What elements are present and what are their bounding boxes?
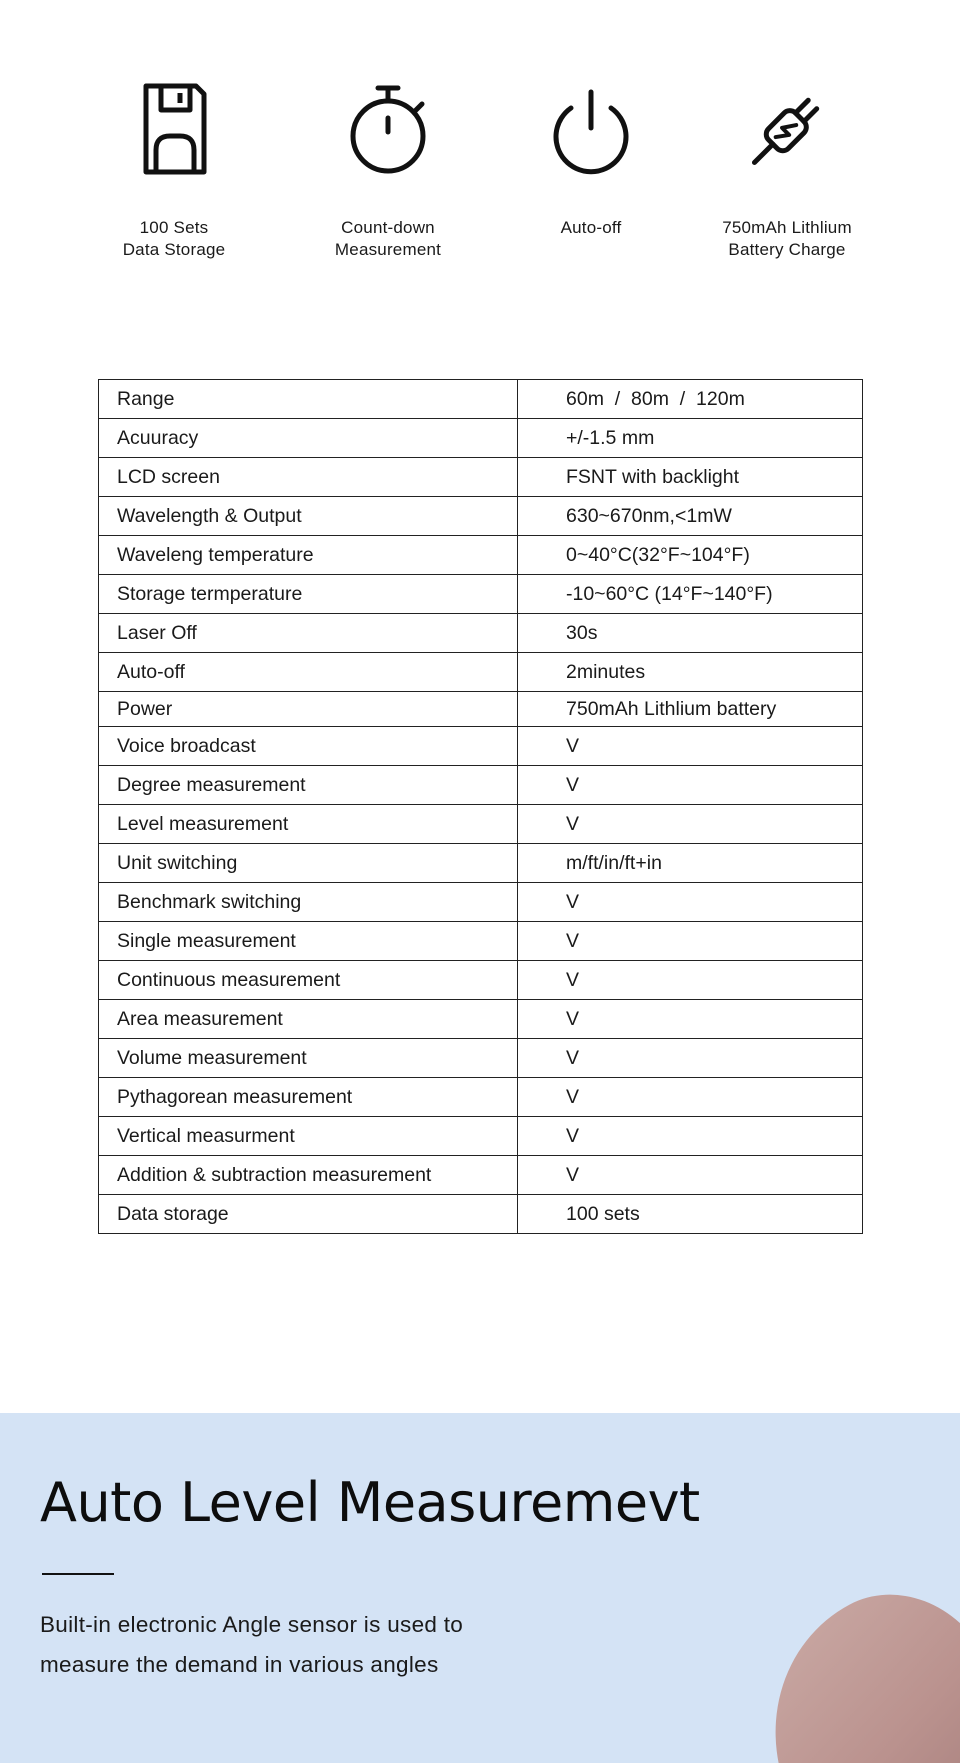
- power-icon: [541, 80, 641, 180]
- table-row: [99, 497, 863, 536]
- feature-label: Count-down Measurement: [334, 218, 442, 259]
- spec-table: [98, 379, 863, 1234]
- spec-value: V: [518, 727, 863, 766]
- floppy-disk-icon: [124, 80, 224, 180]
- spec-value: V: [518, 1000, 863, 1039]
- spec-value: V: [518, 1117, 863, 1156]
- spec-value: V: [518, 883, 863, 922]
- spec-value: V: [518, 1078, 863, 1117]
- spec-label: Addition & subtraction measurement: [99, 1156, 518, 1195]
- spec-value: 630~670nm,<1mW: [518, 497, 863, 536]
- spec-label: Vertical measurment: [99, 1117, 518, 1156]
- feature-countdown: [288, 80, 488, 261]
- table-row: [99, 844, 863, 883]
- table-row: [99, 727, 863, 766]
- spec-label: Pythagorean measurement: [99, 1078, 518, 1117]
- auto-level-section: [0, 1413, 960, 1763]
- table-row: [99, 575, 863, 614]
- description-line: measure the demand in various angles: [40, 1652, 439, 1677]
- spec-label: Auto-off: [99, 653, 518, 692]
- table-row: [99, 1000, 863, 1039]
- spec-value: V: [518, 922, 863, 961]
- table-row: [99, 1117, 863, 1156]
- table-row: [99, 1039, 863, 1078]
- spec-label: Waveleng temperature: [99, 536, 518, 575]
- spec-label: Power: [99, 692, 518, 727]
- spec-value: FSNT with backlight: [518, 458, 863, 497]
- feature-label: 750mAh Lithlium Battery Charge: [722, 218, 852, 259]
- table-row: [99, 805, 863, 844]
- spec-value: V: [518, 1156, 863, 1195]
- spec-label: Degree measurement: [99, 766, 518, 805]
- table-row: [99, 692, 863, 727]
- table-row: [99, 883, 863, 922]
- feature-data-storage: [74, 80, 274, 261]
- spec-label: Level measurement: [99, 805, 518, 844]
- spec-value: 750mAh Lithlium battery: [518, 692, 863, 727]
- spec-label: Area measurement: [99, 1000, 518, 1039]
- spec-value: m/ft/in/ft+in: [518, 844, 863, 883]
- charging-plug-icon: [737, 80, 837, 180]
- spec-value: V: [518, 805, 863, 844]
- stopwatch-icon: [338, 80, 438, 180]
- spec-label: Single measurement: [99, 922, 518, 961]
- spec-label: Range: [99, 380, 518, 419]
- spec-value: 60m / 80m / 120m: [518, 380, 863, 419]
- table-row: [99, 1156, 863, 1195]
- table-row: [99, 458, 863, 497]
- feature-battery-charge: [687, 80, 887, 261]
- spec-value: -10~60°C (14°F~140°F): [518, 575, 863, 614]
- spec-label: Data storage: [99, 1195, 518, 1234]
- spec-label: LCD screen: [99, 458, 518, 497]
- spec-label: Laser Off: [99, 614, 518, 653]
- title-divider: [42, 1573, 114, 1575]
- spec-label: Benchmark switching: [99, 883, 518, 922]
- table-row: [99, 1078, 863, 1117]
- spec-value: 30s: [518, 614, 863, 653]
- spec-label: Acuuracy: [99, 419, 518, 458]
- spec-value: V: [518, 1039, 863, 1078]
- table-row: [99, 380, 863, 419]
- table-row: [99, 614, 863, 653]
- hand-image: [722, 1560, 960, 1763]
- spec-value: 0~40°C(32°F~104°F): [518, 536, 863, 575]
- spec-value: V: [518, 961, 863, 1000]
- table-row: [99, 1195, 863, 1234]
- section-description: [40, 1605, 600, 1685]
- table-row: [99, 766, 863, 805]
- spec-label: Storage termperature: [99, 575, 518, 614]
- table-row: [99, 419, 863, 458]
- feature-label: 100 Sets Data Storage: [122, 218, 226, 259]
- table-row: [99, 961, 863, 1000]
- description-line: Built-in electronic Angle sensor is used to: [40, 1612, 464, 1637]
- table-row: [99, 536, 863, 575]
- spec-value: 2minutes: [518, 653, 863, 692]
- feature-label: Auto-off: [560, 218, 622, 237]
- spec-label: Continuous measurement: [99, 961, 518, 1000]
- spec-label: Wavelength & Output: [99, 497, 518, 536]
- table-row: [99, 922, 863, 961]
- spec-label: Volume measurement: [99, 1039, 518, 1078]
- table-row: [99, 653, 863, 692]
- section-title: Auto Level Measuremevt: [40, 1471, 700, 1534]
- spec-label: Voice broadcast: [99, 727, 518, 766]
- feature-auto-off: [491, 80, 691, 239]
- feature-icons-row: [0, 0, 960, 300]
- spec-value: 100 sets: [518, 1195, 863, 1234]
- spec-label: Unit switching: [99, 844, 518, 883]
- spec-value: V: [518, 766, 863, 805]
- spec-value: +/-1.5 mm: [518, 419, 863, 458]
